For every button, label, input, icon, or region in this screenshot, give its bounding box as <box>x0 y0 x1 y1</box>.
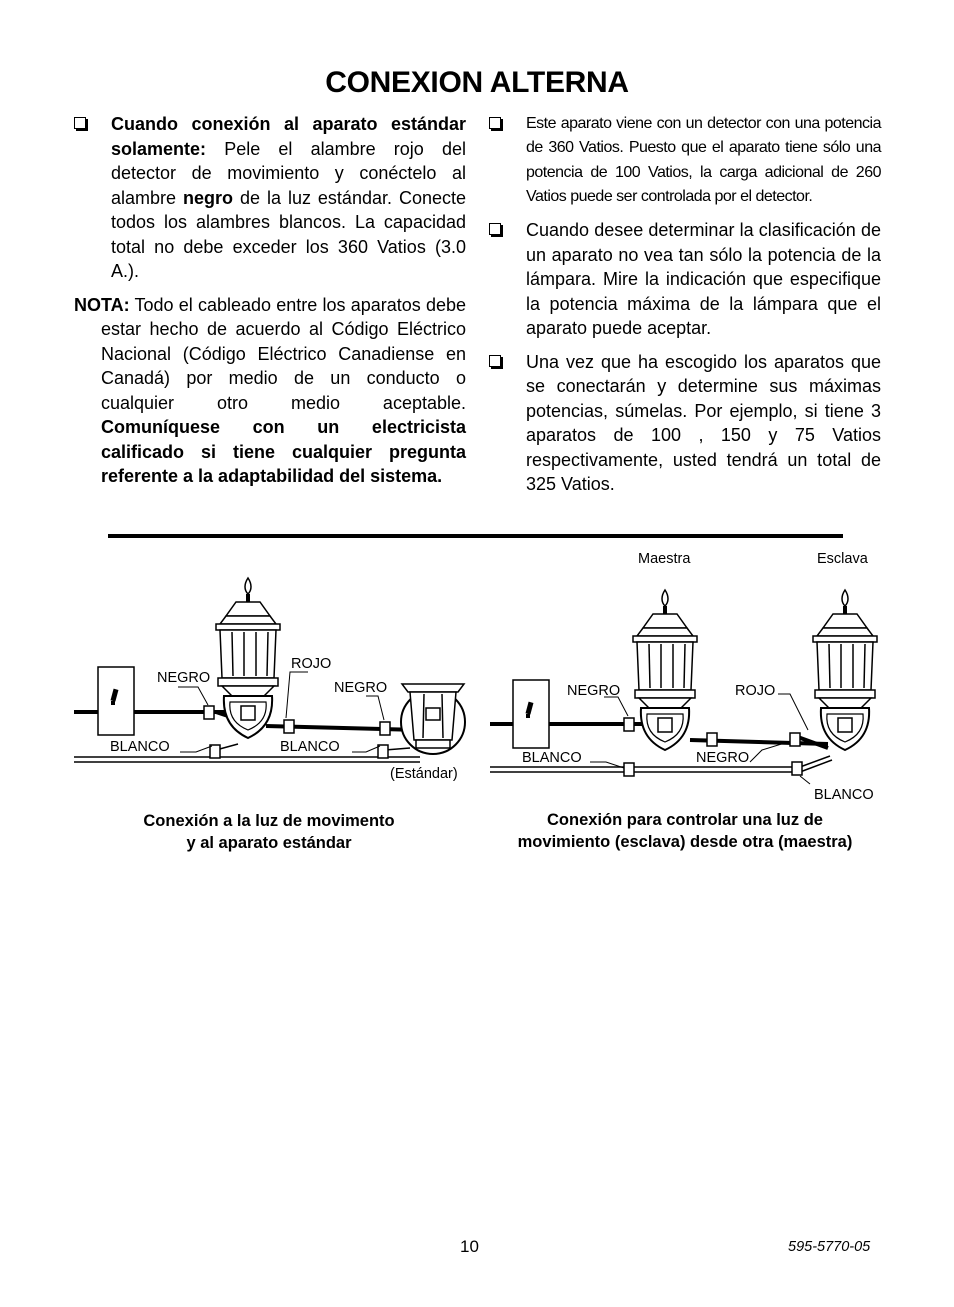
left-p1-b: de la luz estándar. Conecte todos los alambres blancos. La capacidad total no debe exceder los 360 Vatios (3.0 A.). <box>111 187 466 281</box>
d2-wire-nut-4 <box>624 763 634 776</box>
diagram-1-caption-line-1: Conexión a la luz de movimento <box>143 812 395 830</box>
d1-switch-icon <box>98 667 134 735</box>
d2-slave-light-icon <box>813 590 877 750</box>
page-number: 10 <box>460 1237 479 1256</box>
right-p2: Cuando desee determinar la clasificación de un aparato no vea tan sólo la potencia de la lámpara. Mire la indicación que especifique la potencia máxima de la lámpara que el aparato puede aceptar. <box>526 220 881 339</box>
d1-wire-nut-2 <box>284 720 294 733</box>
d2-label-maestra: Maestra <box>638 551 691 567</box>
d1-label-negro-2: NEGRO <box>334 680 388 696</box>
diagram-2-caption-line-2: movimiento (esclava) desde otra (maestra) <box>517 833 853 851</box>
d1-label-rojo: ROJO <box>291 656 332 672</box>
d2-label-blanco-2: BLANCO <box>814 787 874 803</box>
diagram-2 <box>490 551 877 803</box>
diagram-2-caption <box>480 809 890 853</box>
document-number: 595-5770-05 <box>788 1239 871 1255</box>
d1-standard-fixture-icon <box>401 684 465 754</box>
d1-label-negro-1: NEGRO <box>157 670 211 686</box>
d2-wire-nut-2 <box>707 733 717 746</box>
diagram-1-caption <box>108 810 430 854</box>
d2-wire-nut-1 <box>624 718 634 731</box>
diagram-1 <box>74 578 465 782</box>
diagram-2-caption-line-1: Conexión para controlar una luz de <box>547 811 823 829</box>
d2-label-esclava: Esclava <box>817 551 868 567</box>
d2-label-negro-2: NEGRO <box>696 750 750 766</box>
d2-switch-icon <box>513 680 549 748</box>
d1-wire-nut-1 <box>204 706 214 719</box>
d1-label-estandar: (Estándar) <box>390 766 458 782</box>
d1-label-blanco-1: BLANCO <box>110 739 170 755</box>
d1-motion-light-icon <box>216 578 280 738</box>
page-title: CONEXION ALTERNA <box>325 66 629 99</box>
diagram-1-caption-line-2: y al aparato estándar <box>186 834 352 852</box>
left-p1-bold: Cuando conexión al aparato estándar solamente: <box>111 114 466 159</box>
d1-wire-nut-3 <box>380 722 390 735</box>
nota-text: Todo el cableado entre los aparatos debe estar hecho de acuerdo al Código Eléctrico Nacional (Código Eléctrico Canadiense en Canadá) por medio de un conducto o cualquier otro medio aceptable. <box>101 294 466 413</box>
d1-wire-nut-4 <box>210 745 220 758</box>
d1-wire-nut-5 <box>378 745 388 758</box>
left-p1-a: Pele el alambre rojo del detector de movimiento y conéctelo al alambre <box>111 138 466 208</box>
d2-label-rojo: ROJO <box>735 683 776 699</box>
d2-master-light-icon <box>633 590 697 750</box>
d2-label-negro-1: NEGRO <box>567 683 621 699</box>
d2-label-blanco-1: BLANCO <box>522 750 582 766</box>
right-p1: Este aparato viene con un detector con una potencia de 360 Vatios. Puesto que el aparato tiene sólo una potencia de 100 Vatios, la carga adicional de 260 Vatios puede ser controlada por el detector. <box>526 115 881 205</box>
nota-bold: Comuníquese con un electricista calificado si tiene cualquier pregunta referente a la adaptabilidad del sistema. <box>101 417 466 486</box>
d2-wire-nut-3 <box>790 733 800 746</box>
nota-label: NOTA: <box>74 294 130 315</box>
d2-wire-nut-5 <box>792 762 802 775</box>
left-p1-bold2: negro <box>183 187 234 208</box>
d1-label-blanco-2: BLANCO <box>280 739 340 755</box>
right-p3: Una vez que ha escogido los aparatos que se conectarán y determine sus máximas potencias, súmelas. Por ejemplo, si tiene 3 aparatos de 100 , 150 y 75 Vatios respectivamente, usted tendrá un total de 325 Vatios. <box>526 351 881 495</box>
